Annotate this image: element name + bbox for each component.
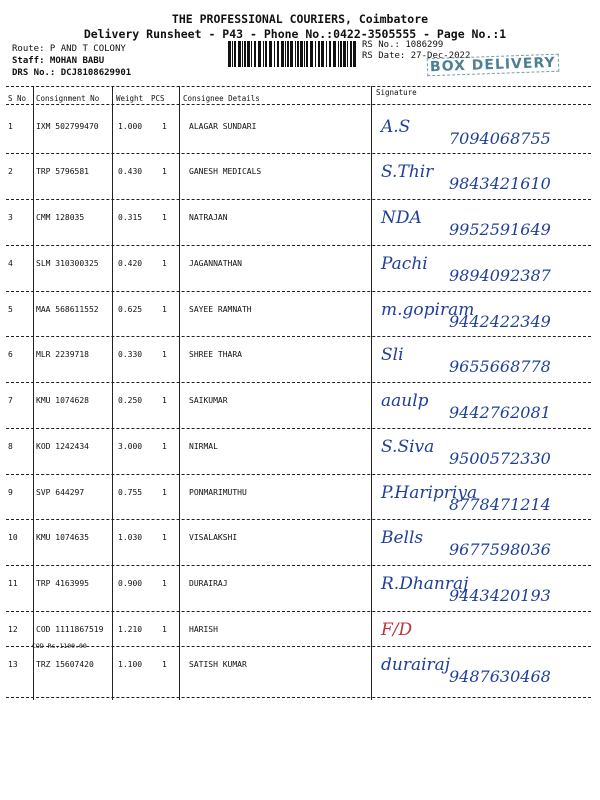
- row-pcs: 1: [162, 660, 167, 669]
- col-pcs: PCS: [151, 94, 165, 103]
- row-consignment: SVP 644297: [36, 488, 85, 497]
- header-separator: [6, 86, 591, 87]
- signature-name: A.S: [381, 117, 411, 137]
- row-weight: 0.625: [118, 305, 143, 314]
- row-pcs: 1: [162, 533, 167, 542]
- row-consignee: ALAGAR SUNDARI: [189, 122, 257, 131]
- row-consignment: KMU 1074628: [36, 396, 89, 405]
- signature-handwriting: [371, 386, 600, 426]
- row-separator: [6, 245, 591, 246]
- row-weight: 1.000: [118, 122, 143, 131]
- row-sno: 4: [8, 259, 13, 268]
- signature-name: Sli: [381, 345, 404, 365]
- row-sno: 12: [8, 625, 18, 634]
- row-weight: 0.430: [118, 167, 143, 176]
- row-consignee: SHREE THARA: [189, 350, 242, 359]
- row-separator: [6, 382, 591, 383]
- signature-handwriting: [371, 432, 600, 472]
- row-pcs: 1: [162, 122, 167, 131]
- row-separator: [6, 611, 591, 612]
- signature-handwriting: [371, 650, 600, 690]
- signature-phone: 9655668778: [449, 357, 551, 376]
- row-consignee: SAIKUMAR: [189, 396, 228, 405]
- barcode-image: [228, 41, 356, 67]
- row-separator: [6, 428, 591, 429]
- route-label: Route: P AND T COLONY: [12, 44, 126, 54]
- row-pcs: 1: [162, 579, 167, 588]
- signature-name: S.Thir: [381, 162, 434, 182]
- row-weight: 1.210: [118, 625, 143, 634]
- row-separator: [6, 199, 591, 200]
- company-title: THE PROFESSIONAL COURIERS, Coimbatore: [171, 12, 429, 26]
- col-weight: Weight: [116, 94, 144, 103]
- row-consignee: JAGANNATHAN: [189, 259, 242, 268]
- row-sno: 8: [8, 442, 13, 451]
- signature-handwriting: [371, 615, 600, 655]
- signature-name: aaulp: [381, 391, 429, 411]
- col-divider: [33, 86, 34, 700]
- row-separator: [6, 646, 591, 647]
- row-consignment: KMU 1074635: [36, 533, 89, 542]
- signature-handwriting: [371, 157, 600, 197]
- signature-phone: 9500572330: [449, 449, 551, 468]
- row-consignment: MLR 2239718: [36, 350, 89, 359]
- row-separator: [6, 153, 591, 154]
- row-pcs: 1: [162, 396, 167, 405]
- col-divider: [179, 86, 180, 700]
- cod-amount-note: COD Rs.1100.00: [32, 642, 87, 650]
- signature-phone: 9443420193: [449, 586, 551, 605]
- signature-name: NDA: [381, 208, 422, 228]
- row-consignment: KOD 1242434: [36, 442, 89, 451]
- row-sno: 13: [8, 660, 18, 669]
- signature-handwriting: [371, 340, 600, 380]
- signature-handwriting: [371, 523, 600, 563]
- row-pcs: 1: [162, 305, 167, 314]
- row-separator: [6, 474, 591, 475]
- column-header-separator: [6, 104, 591, 105]
- row-consignee: NIRMAL: [189, 442, 218, 451]
- row-weight: 0.330: [118, 350, 143, 359]
- signature-handwriting: [371, 203, 600, 243]
- signature-handwriting: [371, 249, 600, 289]
- row-pcs: 1: [162, 442, 167, 451]
- row-consignment: TRP 5796581: [36, 167, 89, 176]
- row-pcs: 1: [162, 350, 167, 359]
- rs-number: RS No.: 1086299: [362, 40, 444, 50]
- signature-phone: 7094068755: [449, 129, 551, 148]
- row-consignee: DURAIRAJ: [189, 579, 228, 588]
- row-pcs: 1: [162, 625, 167, 634]
- row-consignment: CMM 128035: [36, 213, 85, 222]
- row-consignment: TRP 4163995: [36, 579, 89, 588]
- row-weight: 0.900: [118, 579, 143, 588]
- signature-handwriting: [371, 295, 600, 335]
- box-delivery-stamp: BOX DELIVERY: [427, 54, 559, 77]
- row-sno: 7: [8, 396, 13, 405]
- row-pcs: 1: [162, 488, 167, 497]
- row-sno: 1: [8, 122, 13, 131]
- row-weight: 0.250: [118, 396, 143, 405]
- signature-phone: 9952591649: [449, 220, 551, 239]
- row-sno: 3: [8, 213, 13, 222]
- row-sno: 10: [8, 533, 18, 542]
- row-weight: 3.000: [118, 442, 143, 451]
- signature-name: Bells: [381, 528, 424, 548]
- signature-name: Pachi: [381, 254, 428, 274]
- signature-name: R.Dhanraj: [381, 574, 469, 594]
- row-consignee: HARISH: [189, 625, 218, 634]
- row-sno: 9: [8, 488, 13, 497]
- row-pcs: 1: [162, 167, 167, 176]
- signature-name: durairaj: [381, 655, 451, 675]
- row-consignment: IXM 502799470: [36, 122, 99, 131]
- signature-name: m.gopiram: [381, 300, 475, 320]
- row-separator: [6, 565, 591, 566]
- row-consignee: GANESH MEDICALS: [189, 167, 262, 176]
- row-consignee: SAYEE RAMNATH: [189, 305, 252, 314]
- signature-phone: 9894092387: [449, 266, 551, 285]
- signature-phone: 9487630468: [449, 667, 551, 686]
- row-weight: 0.755: [118, 488, 143, 497]
- signature-phone: 9442762081: [449, 403, 551, 422]
- row-pcs: 1: [162, 213, 167, 222]
- row-weight: 1.030: [118, 533, 143, 542]
- signature-name: S.Siva: [381, 437, 435, 457]
- row-consignee: VISALAKSHI: [189, 533, 238, 542]
- staff-label: Staff: MOHAN BABU: [12, 56, 105, 66]
- signature-phone: 9843421610: [449, 174, 551, 193]
- col-consignee: Consignee Details: [183, 94, 260, 103]
- col-consignment: Consignment No: [36, 94, 100, 103]
- row-separator: [6, 697, 591, 698]
- runsheet-title: Delivery Runsheet - P43 - Phone No.:0422-3505555 - Page No.:1: [83, 27, 507, 41]
- row-consignment: TRZ 15607420: [36, 660, 94, 669]
- signature-handwriting: [371, 569, 600, 609]
- col-sno: S No: [8, 94, 27, 103]
- drs-number: DRS No.: DCJ8108629901: [12, 68, 132, 78]
- row-consignment: MAA 568611552: [36, 305, 99, 314]
- row-consignee: SATISH KUMAR: [189, 660, 247, 669]
- signature-phone: 8778471214: [449, 495, 551, 514]
- signature-phone: 9442422349: [449, 312, 551, 331]
- rs-date: RS Date: 27-Dec-2022: [362, 51, 471, 61]
- row-weight: 1.100: [118, 660, 143, 669]
- row-consignee: PONMARIMUTHU: [189, 488, 247, 497]
- row-consignee: NATRAJAN: [189, 213, 228, 222]
- row-separator: [6, 519, 591, 520]
- signature-name: F/D: [381, 620, 413, 640]
- signature-name: P.Haripriya: [381, 483, 478, 503]
- row-separator: [6, 336, 591, 337]
- row-consignment: SLM 310300325: [36, 259, 99, 268]
- row-sno: 6: [8, 350, 13, 359]
- row-sno: 11: [8, 579, 18, 588]
- row-weight: 0.315: [118, 213, 143, 222]
- col-signature: Signature: [376, 88, 417, 97]
- signature-handwriting: [371, 112, 600, 152]
- row-sno: 5: [8, 305, 13, 314]
- row-pcs: 1: [162, 259, 167, 268]
- row-separator: [6, 291, 591, 292]
- signature-handwriting: [371, 478, 600, 518]
- row-weight: 0.420: [118, 259, 143, 268]
- signature-phone: 9677598036: [449, 540, 551, 559]
- col-divider: [112, 86, 113, 700]
- row-sno: 2: [8, 167, 13, 176]
- row-consignment: COD 1111867519: [36, 625, 104, 634]
